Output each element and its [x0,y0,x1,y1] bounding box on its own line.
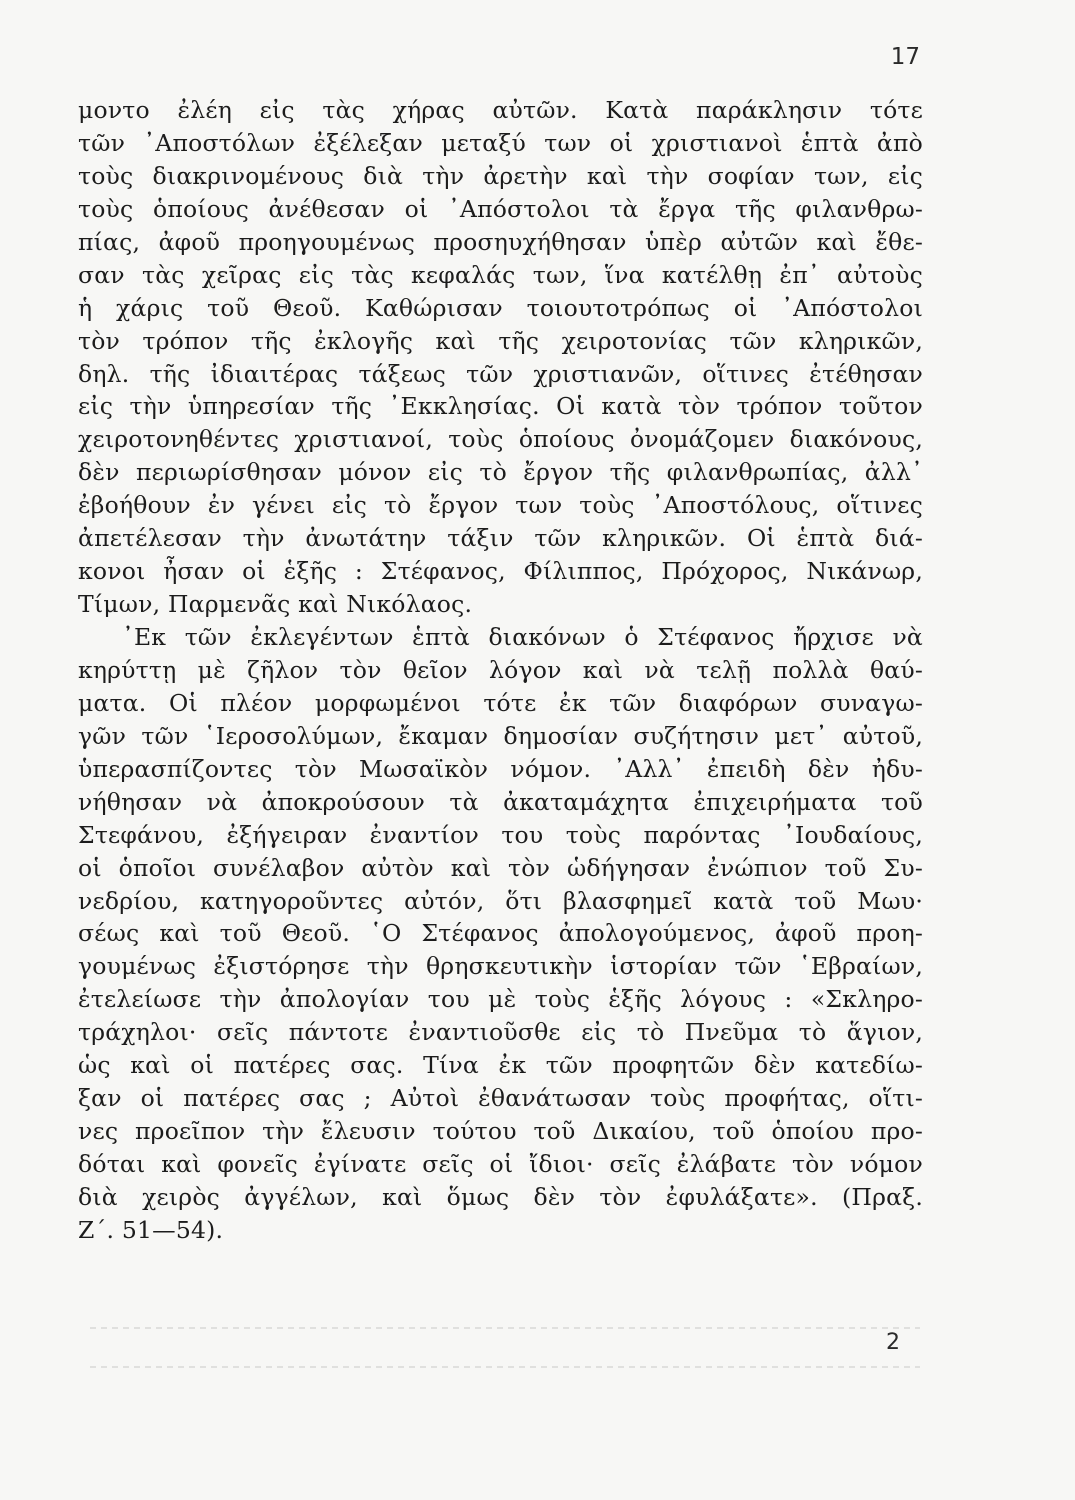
text-line: κονοι ἦσαν οἱ ἑξῆς : Στέφανος, Φίλιππος, Πρόχορος, Νικάνωρ, [78,557,923,586]
text-line: τῶν ᾿Αποστόλων ἐξέλεξαν μεταξύ των οἱ χριστιανοὶ ἑπτὰ ἀπὸ [78,128,923,157]
text-line: εἰς τὴν ὑπηρεσίαν τῆς ᾿Εκκλησίας. Οἱ κατὰ τὸν τρόπον τοῦτον [78,392,923,421]
text-line: δὲν περιωρίσθησαν μόνον εἰς τὸ ἔργον τῆς φιλανθρωπίας, ἀλλ᾿ [78,458,923,487]
text-line: τὸν τρόπον τῆς ἐκλογῆς καὶ τῆς χειροτονίας τῶν κληρικῶν, [78,326,923,355]
text-line: νες προεῖπον τὴν ἔλευσιν τούτου τοῦ Δικαίου, τοῦ ὁποίου προ- [78,1117,923,1146]
text-line: γουμένως ἐξιστόρησε τὴν θρησκευτικὴν ἱστορίαν τῶν ῾Εβραίων, [78,952,923,981]
text-line: ἐτελείωσε τὴν ἀπολογίαν του μὲ τοὺς ἑξῆς λόγους : «Σκληρο- [78,985,923,1014]
text-line: ματα. Οἱ πλέον μορφωμένοι τότε ἐκ τῶν διαφόρων συναγω- [78,688,923,717]
text-line: Στεφάνου, ἐξήγειραν ἐναντίον του τοὺς παρόντας ᾿Ιουδαίους, [78,820,923,849]
text-line: οἱ ὁποῖοι συνέλαβον αὐτὸν καὶ τὸν ὡδήγησαν ἐνώπιον τοῦ Συ- [78,853,923,882]
signature-mark: 2 [886,1330,900,1355]
text-line: γῶν τῶν ῾Ιεροσολύμων, ἔκαμαν δημοσίαν συζήτησιν μετ᾿ αὐτοῦ, [78,721,923,750]
text-line: τοὺς ὁποίους ἀνέθεσαν οἱ ᾿Απόστολοι τὰ ἔργα τῆς φιλανθρω- [78,194,923,223]
text-line: ἡ χάρις τοῦ Θεοῦ. Καθώρισαν τοιουτοτρόπως οἱ ᾿Απόστολοι [78,293,923,322]
text-line: πίας, ἀφοῦ προηγουμένως προσηυχήθησαν ὑπὲρ αὐτῶν καὶ ἔθε- [78,227,923,256]
text-line: ξαν οἱ πατέρες σας ; Αὐτοὶ ἐθανάτωσαν τοὺς προφήτας, οἵτι- [78,1084,923,1113]
text-line: διὰ χειρὸς ἀγγέλων, καὶ ὅμως δὲν τὸν ἐφυλάξατε». (Πραξ. [78,1182,923,1211]
text-line: τοὺς διακρινομένους διὰ τὴν ἀρετὴν καὶ τὴν σοφίαν των, εἰς [78,161,923,190]
text-line: σέως καὶ τοῦ Θεοῦ. ῾Ο Στέφανος ἀπολογούμενος, ἀφοῦ προη- [78,919,923,948]
text-line: νήθησαν νὰ ἀποκρούσουν τὰ ἀκαταμάχητα ἐπιχειρήματα τοῦ [78,787,923,816]
text-line: κηρύττῃ μὲ ζῆλον τὸν θεῖον λόγον καὶ νὰ τελῇ πολλὰ θαύ- [78,655,923,684]
text-line: μοντο ἐλέη εἰς τὰς χήρας αὐτῶν. Κατὰ παράκλησιν τότε [78,96,923,124]
text-line: τράχηλοι· σεῖς πάντοτε ἐναντιοῦσθε εἰς τὸ Πνεῦμα τὸ ἅγιον, [78,1018,923,1047]
text-line: ᾿Εκ τῶν ἐκλεγέντων ἑπτὰ διακόνων ὁ Στέφανος ἤρχισε νὰ [122,623,923,651]
text-line: σαν τὰς χεῖρας εἰς τὰς κεφαλάς των, ἵνα κατέλθῃ ἐπ᾿ αὐτοὺς [78,260,923,289]
text-line: ἀπετέλεσαν τὴν ἀνωτάτην τάξιν τῶν κληρικῶν. Οἱ ἑπτὰ διά- [78,524,923,553]
show-through-mark [90,1327,920,1329]
text-line: Τίμων, Παρμενᾶς καὶ Νικόλαος. [78,590,473,619]
text-line: χειροτονηθέντες χριστιανοί, τοὺς ὁποίους ὀνομάζομεν διακόνους, [78,425,923,454]
show-through-mark [90,1366,920,1368]
text-line: δόται καὶ φονεῖς ἐγίνατε σεῖς οἱ ἴδιοι· σεῖς ἐλάβατε τὸν νόμον [78,1150,923,1178]
page-number: 17 [890,44,920,70]
text-line: Ζ΄. 51—54). [78,1215,224,1244]
text-line: δηλ. τῆς ἰδιαιτέρας τάξεως τῶν χριστιανῶν, οἵτινες ἐτέθησαν [78,359,923,388]
text-line: νεδρίου, κατηγοροῦντες αὐτόν, ὅτι βλασφημεῖ κατὰ τοῦ Μωυ· [78,886,923,915]
body-text [78,94,923,1247]
text-line: ὑπερασπίζοντες τὸν Μωσαϊκὸν νόμον. ᾿Αλλ᾿ ἐπειδὴ δὲν ἠδυ- [78,754,923,783]
text-line: ὡς καὶ οἱ πατέρες σας. Τίνα ἐκ τῶν προφητῶν δὲν κατεδίω- [78,1051,923,1080]
text-line: ἐβοήθουν ἐν γένει εἰς τὸ ἔργον των τοὺς ᾿Αποστόλους, οἵτινες [78,491,923,520]
